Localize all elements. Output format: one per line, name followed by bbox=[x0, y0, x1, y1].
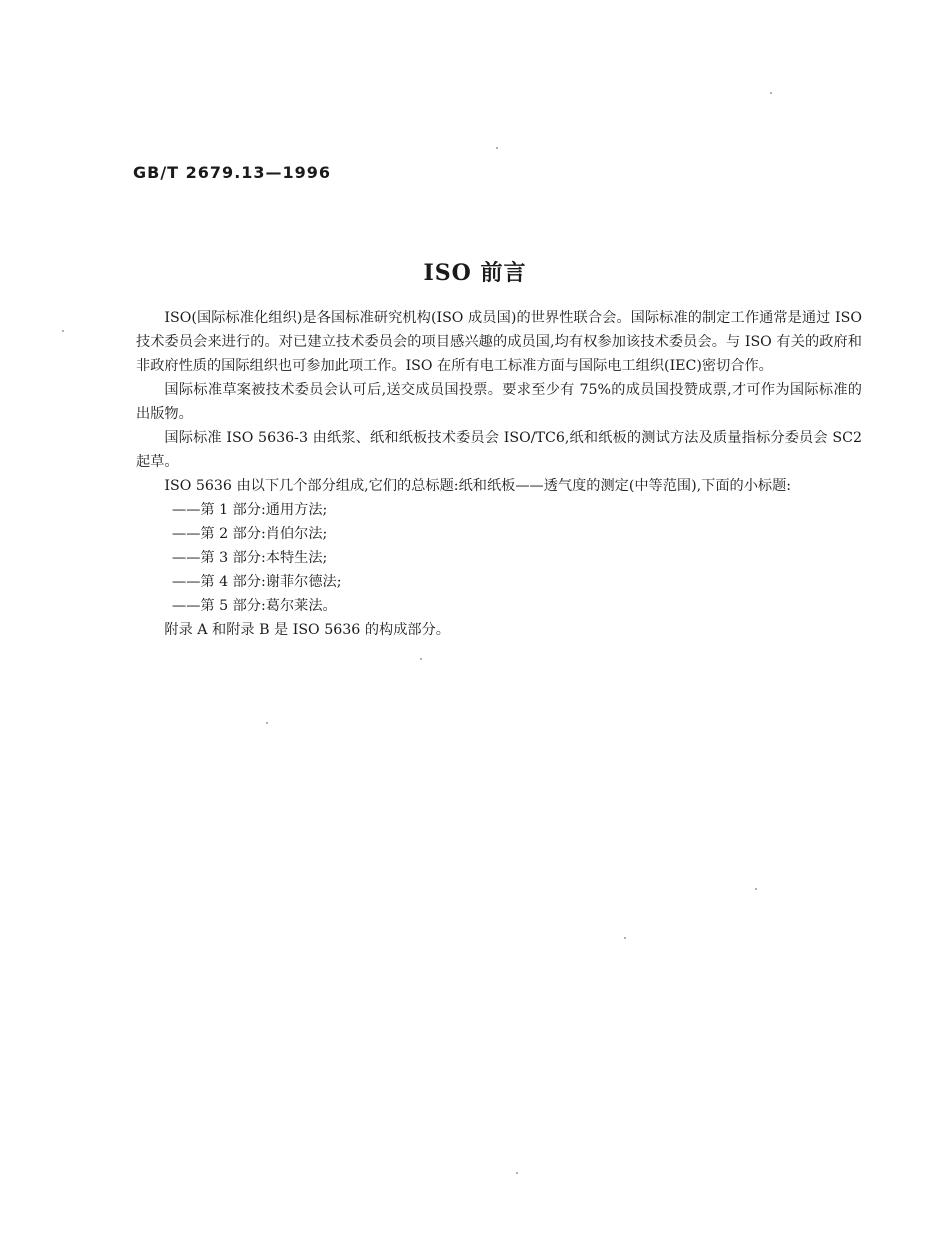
paragraph-parts-intro: ISO 5636 由以下几个部分组成,它们的总标题:纸和纸板——透气度的测定(中等范围),下面的小标题: bbox=[164, 478, 792, 494]
list-item: ——第 2 部分:肖伯尔法; bbox=[172, 526, 328, 542]
parts-list bbox=[136, 498, 862, 618]
scan-speck bbox=[496, 147, 498, 149]
list-item: ——第 4 部分:谢菲尔德法; bbox=[172, 574, 342, 590]
scan-speck bbox=[516, 1172, 518, 1174]
scan-speck bbox=[62, 330, 64, 332]
list-item: ——第 1 部分:通用方法; bbox=[172, 502, 328, 518]
scan-speck bbox=[755, 888, 757, 890]
list-item: ——第 3 部分:本特生法; bbox=[172, 550, 328, 566]
scan-speck bbox=[266, 722, 268, 724]
standard-code: GB/T 2679.13—1996 bbox=[133, 163, 332, 182]
paragraph-voting: 国际标准草案被技术委员会认可后,送交成员国投票。要求至少有 75%的成员国投赞成票,才可作为国际标准的出版物。 bbox=[136, 382, 862, 422]
scan-speck bbox=[770, 92, 772, 94]
list-item: ——第 5 部分:葛尔莱法。 bbox=[172, 598, 337, 614]
foreword-body bbox=[136, 306, 862, 642]
paragraph-drafting: 国际标准 ISO 5636-3 由纸浆、纸和纸板技术委员会 ISO/TC6,纸和纸板的测试方法及质量指标分委员会 SC2 起草。 bbox=[136, 430, 862, 470]
scan-speck bbox=[420, 658, 422, 660]
scan-speck bbox=[624, 937, 626, 939]
paragraph-iso-intro: ISO(国际标准化组织)是各国标准研究机构(ISO 成员国)的世界性联合会。国际标准的制定工作通常是通过 ISO 技术委员会来进行的。对已建立技术委员会的项目感兴趣的成员国,均有权参加该技术委员会。与 ISO 有关的政府和非政府性质的国际组织也可参加此项工作。ISO 在所有电工标准方面与国际电工组织(IEC)密切合作。 bbox=[136, 310, 862, 374]
annex-note: 附录 A 和附录 B 是 ISO 5636 的构成部分。 bbox=[164, 622, 450, 638]
page-title: ISO 前言 bbox=[423, 260, 527, 286]
